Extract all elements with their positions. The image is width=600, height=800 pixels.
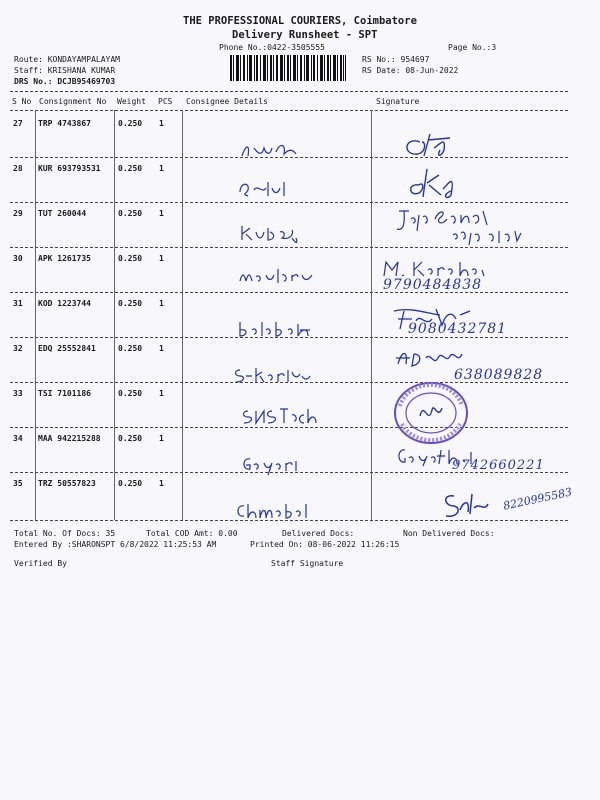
handwritten-consignee-name [240,453,300,475]
row-sno: 28 [13,164,23,173]
col-divider [35,110,36,520]
header-top-rule [10,91,568,92]
handwritten-consignee-name [238,265,318,287]
route-label: Route: KONDAYAMPALAYAM [14,55,120,64]
row-consignment: TUT 260044 [38,209,87,218]
row-sno: 27 [13,119,23,128]
row-pcs: 1 [159,119,164,128]
row-rule [10,292,568,293]
col-weight: Weight [117,97,146,106]
company-stamp [392,380,470,446]
total-cod-amount: Total COD Amt: 0.00 [146,529,238,538]
col-divider [371,110,372,520]
handwritten-consignee-name [240,405,320,429]
row-pcs: 1 [159,254,164,263]
row-consignment: KOD 1223744 [38,299,91,308]
handwritten-signature [405,165,465,201]
handwritten-signature [400,128,460,160]
col-pcs: PCS [158,97,173,106]
row-sno: 32 [13,344,23,353]
row-weight: 0.250 [118,389,143,398]
col-consignment: Consignment No [39,97,107,106]
row-pcs: 1 [159,344,164,353]
row-pcs: 1 [159,299,164,308]
row-sno: 34 [13,434,23,443]
row-rule [10,247,568,248]
col-sno: S No [12,97,32,106]
handwritten-signature [395,205,545,245]
staff-label: Staff: KRISHANA KUMAR [14,66,116,75]
handwritten-consignee-name [240,222,300,246]
printed-on: Printed On: 08-06-2022 11:26:15 [250,540,400,549]
row-consignment: APK 1261735 [38,254,91,263]
handwritten-phone-number: 9790484838 [383,277,483,293]
row-pcs: 1 [159,209,164,218]
row-pcs: 1 [159,479,164,488]
row-weight: 0.250 [118,299,143,308]
delivered-docs: Delivered Docs: [282,529,355,538]
row-consignment: TSI 7101186 [38,389,91,398]
row-sno: 35 [13,479,23,488]
row-weight: 0.250 [118,479,143,488]
row-consignment: EDQ 25552841 [38,344,96,353]
rs-number: RS No.: 954697 [362,55,430,64]
row-consignment: TRP 4743867 [38,119,91,128]
row-weight: 0.250 [118,164,143,173]
row-weight: 0.250 [118,209,143,218]
row-consignment: MAA 942215288 [38,434,101,443]
total-docs: Total No. Of Docs: 35 [14,529,116,538]
handwritten-consignee-name [238,178,298,200]
handwritten-consignee-name [238,318,318,342]
row-sno: 29 [13,209,23,218]
col-divider [114,110,115,520]
row-weight: 0.250 [118,119,143,128]
non-delivered-docs: Non Delivered Docs: [403,529,495,538]
header-bottom-rule [10,110,568,111]
row-weight: 0.250 [118,344,143,353]
verified-by-label: Verified By [14,559,67,568]
handwritten-phone-number: 9080432781 [408,321,508,337]
row-consignment: KUR 693793531 [38,164,101,173]
row-weight: 0.250 [118,254,143,263]
rs-date: RS Date: 08-Jun-2022 [362,66,459,75]
drs-number: DRS No.: DCJB95469703 [14,77,116,86]
company-title: THE PROFESSIONAL COURIERS, Coimbatore [183,15,417,27]
handwritten-consignee-name [234,500,314,522]
staff-signature-label: Staff Signature [271,559,344,568]
page-number: Page No.:3 [448,43,497,52]
phone-number: Phone No.:0422-3505555 [219,43,325,52]
row-rule [10,202,568,203]
col-signature: Signature [376,97,420,106]
handwritten-consignee-name [240,140,300,162]
col-consignee: Consignee Details [186,97,268,106]
row-pcs: 1 [159,434,164,443]
handwritten-phone-number: 9742660221 [452,458,545,473]
row-weight: 0.250 [118,434,143,443]
row-pcs: 1 [159,389,164,398]
runsheet-subtitle: Delivery Runsheet - SPT [232,29,378,41]
handwritten-phone-number: 638089828 [454,367,544,383]
handwritten-consignee-name [232,364,312,386]
row-sno: 33 [13,389,23,398]
entered-by: Entered By :SHARONSPT 6/8/2022 11:25:53 AM [14,540,217,549]
handwritten-phone-number: 8220995583 [502,485,574,513]
row-pcs: 1 [159,164,164,173]
row-consignment: TRZ 50557823 [38,479,96,488]
barcode [230,55,346,81]
handwritten-signature [440,490,500,522]
row-sno: 30 [13,254,23,263]
col-divider [182,110,183,520]
row-sno: 31 [13,299,23,308]
